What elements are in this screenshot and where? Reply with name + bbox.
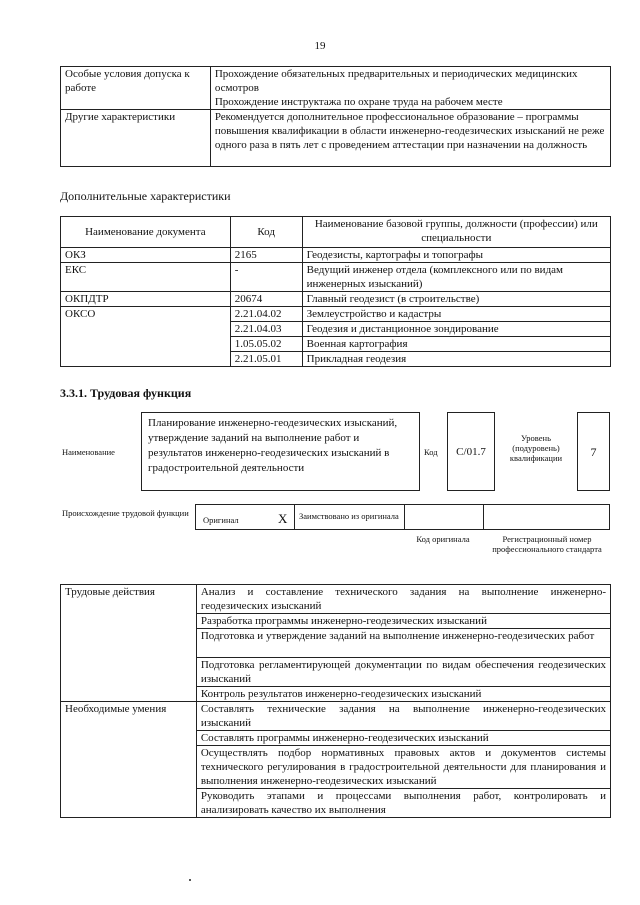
actions-table — [60, 584, 611, 818]
table-row — [61, 307, 611, 322]
cell-doc — [61, 352, 231, 367]
function-level-box — [577, 412, 610, 491]
cell-code: 2165 — [230, 248, 302, 263]
action-item: Анализ и составление технического задания на выполнение инженерно-геодезических изысканий — [196, 585, 610, 614]
table-row — [61, 585, 611, 614]
cell-code: - — [230, 263, 302, 292]
conditions-label: Другие характеристики — [61, 110, 211, 167]
conditions-value — [210, 110, 610, 167]
function-heading: 3.3.1. Трудовая функция — [60, 386, 192, 400]
origin-original-cell — [195, 504, 295, 530]
function-name-box — [141, 412, 420, 491]
conditions-table — [60, 66, 611, 167]
origin-label: Происхождение трудовой функции — [62, 508, 189, 518]
cell-code: 2.21.04.02 — [230, 307, 302, 322]
skill-item: Руководить этапами и процессами выполнения работ, контролировать и анализировать качество их выполнения — [196, 789, 610, 818]
cell-name: Ведущий инженер отдела (комплексного или по видам инженерных изысканий) — [302, 263, 610, 292]
origin-code-caption: Код оригинала — [416, 534, 470, 544]
function-code-box — [447, 412, 495, 491]
skill-item: Составлять технические задания на выполнение инженерно-геодезических изысканий — [196, 702, 610, 731]
table-row — [61, 67, 611, 110]
scan-speck — [189, 879, 191, 881]
cell-code: 2.21.05.01 — [230, 352, 302, 367]
table-row — [61, 337, 611, 352]
action-item: Подготовка и утверждение заданий на выполнение инженерно-геодезических работ — [196, 629, 610, 658]
action-item: Контроль результатов инженерно-геодезических изысканий — [196, 687, 610, 702]
cell-doc: ОКСО — [61, 307, 231, 322]
conditions-line: Прохождение инструктажа по охране труда на рабочем месте — [214, 96, 503, 108]
header-code: Код — [230, 217, 302, 248]
origin-borrowed-cell — [294, 504, 405, 530]
skills-label: Необходимые умения — [61, 702, 197, 818]
page-number: 19 — [314, 40, 326, 52]
origin-code-cell — [404, 504, 484, 530]
header-name: Наименование базовой группы, должности (профессии) или специальности — [302, 217, 610, 248]
origin-reg-cell — [483, 504, 610, 530]
function-level-value: 7 — [590, 445, 597, 459]
origin-original-label: Оригинал — [203, 515, 239, 525]
cell-name: Военная картография — [302, 337, 610, 352]
cell-code: 2.21.04.03 — [230, 322, 302, 337]
origin-reg-caption: Регистрационный номер профессионального стандарта — [492, 534, 602, 554]
header-doc: Наименование документа — [61, 217, 231, 248]
origin-mark: X — [278, 511, 288, 526]
function-level-label: Уровень (подуровень) квалификации — [509, 433, 563, 463]
cell-doc: ОКЗ — [61, 248, 231, 263]
action-item: Разработка программы инженерно-геодезических изысканий — [196, 614, 610, 629]
table-row — [61, 263, 611, 292]
action-item: Подготовка регламентирующей документации по видам обеспечения геодезических изысканий — [196, 658, 610, 687]
cell-doc — [61, 322, 231, 337]
cell-name: Главный геодезист (в строительстве) — [302, 292, 610, 307]
table-row — [61, 322, 611, 337]
table-row — [61, 702, 611, 731]
function-name-label: Наименование — [62, 447, 115, 457]
cell-name: Геодезия и дистанционное зондирование — [302, 322, 610, 337]
table-header-row — [61, 217, 611, 248]
skill-item: Составлять программы инженерно-геодезических изысканий — [196, 731, 610, 746]
function-code-label: Код — [424, 447, 438, 457]
additional-heading: Дополнительные характеристики — [60, 189, 231, 203]
cell-doc: ЕКС — [61, 263, 231, 292]
conditions-label: Особые условия допуска к работе — [61, 67, 211, 110]
skill-item: Осуществлять подбор нормативных правовых актов и документов системы технического регулирования в градостроительной деятельности для планирования и выполнения инженерно-геодезических изысканий — [196, 746, 610, 789]
table-row — [61, 352, 611, 367]
origin-borrowed-label: Заимствовано из оригинала — [299, 511, 399, 521]
function-name-value: Планирование инженерно-геодезических изысканий, утверждение заданий на выполнение работ и результатов инженерно-геодезических изысканий в градостроительной деятельности — [148, 417, 398, 474]
cell-name: Прикладная геодезия — [302, 352, 610, 367]
function-code-value: С/01.7 — [456, 446, 486, 458]
conditions-value — [210, 67, 610, 110]
conditions-line: Прохождение обязательных предварительных и периодических медицинских осмотров — [214, 68, 578, 94]
cell-code: 20674 — [230, 292, 302, 307]
table-row — [61, 110, 611, 167]
additional-table — [60, 216, 611, 367]
conditions-line: Рекомендуется дополнительное профессиональное образование – программы повышения квалификации в области инженерно-геодезических изысканий не реже одного раза в пять лет с проведением аттестации при назначении на должность — [214, 111, 605, 151]
cell-doc: ОКПДТР — [61, 292, 231, 307]
table-row — [61, 292, 611, 307]
table-row — [61, 248, 611, 263]
cell-code: 1.05.05.02 — [230, 337, 302, 352]
cell-doc — [61, 337, 231, 352]
cell-name: Геодезисты, картографы и топографы — [302, 248, 610, 263]
actions-label: Трудовые действия — [61, 585, 197, 702]
cell-name: Землеустройство и кадастры — [302, 307, 610, 322]
